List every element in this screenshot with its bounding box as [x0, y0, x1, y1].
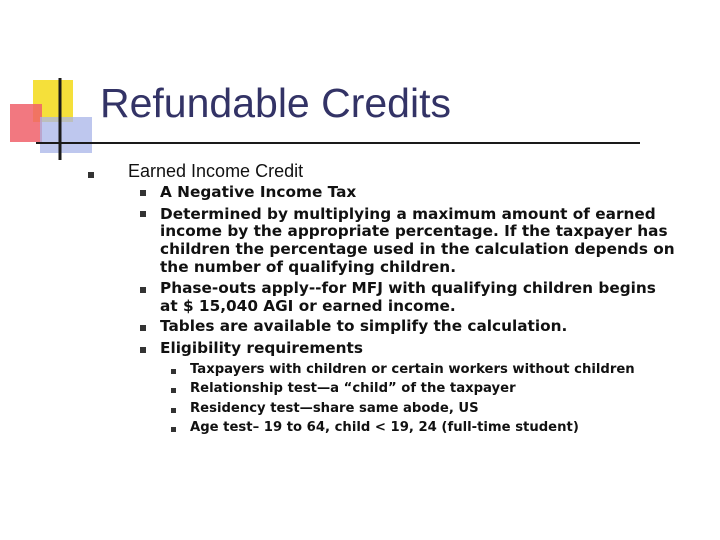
bullet-square-icon: [171, 388, 176, 393]
bullet-square-icon: [88, 172, 94, 178]
slide-title: Refundable Credits: [100, 80, 451, 126]
bullet-phase-outs-line-1: Phase-outs apply--for MFJ with qualifying children begins: [160, 279, 656, 297]
decor-red-square: [10, 104, 42, 142]
sub-bullet-taxpayers: Taxpayers with children or certain workers without children: [190, 362, 635, 377]
bullet-determined-line-2: income by the appropriate percentage. If the taxpayer has: [160, 222, 668, 240]
bullet-determined-line-3: children the percentage used in the calculation depends on: [160, 240, 675, 258]
bullet-earned-income-credit: Earned Income Credit: [128, 161, 304, 181]
bullet-square-icon: [140, 190, 146, 196]
bullet-phase-outs-line-2: at $ 15,040 AGI or earned income.: [160, 297, 456, 315]
bullet-square-icon: [140, 211, 146, 217]
bullet-tables-available: Tables are available to simplify the calculation.: [160, 317, 568, 335]
bullet-square-icon: [140, 287, 146, 293]
sub-bullet-residency: Residency test—share same abode, US: [190, 401, 479, 416]
sub-bullet-relationship: Relationship test—a “child” of the taxpayer: [190, 381, 516, 396]
bullet-negative-income-tax: A Negative Income Tax: [160, 183, 357, 201]
bullet-square-icon: [171, 408, 176, 413]
bullet-eligibility: Eligibility requirements: [160, 339, 363, 357]
decor-blue-square: [40, 117, 92, 153]
bullet-determined-line-1: Determined by multiplying a maximum amount of earned: [160, 205, 656, 223]
bullet-square-icon: [171, 427, 176, 432]
bullet-square-icon: [171, 369, 176, 374]
sub-bullet-age-test: Age test– 19 to 64, child < 19, 24 (full-time student): [190, 420, 579, 435]
bullet-square-icon: [140, 325, 146, 331]
bullet-square-icon: [140, 347, 146, 353]
bullet-determined-line-4: the number of qualifying children.: [160, 258, 457, 276]
